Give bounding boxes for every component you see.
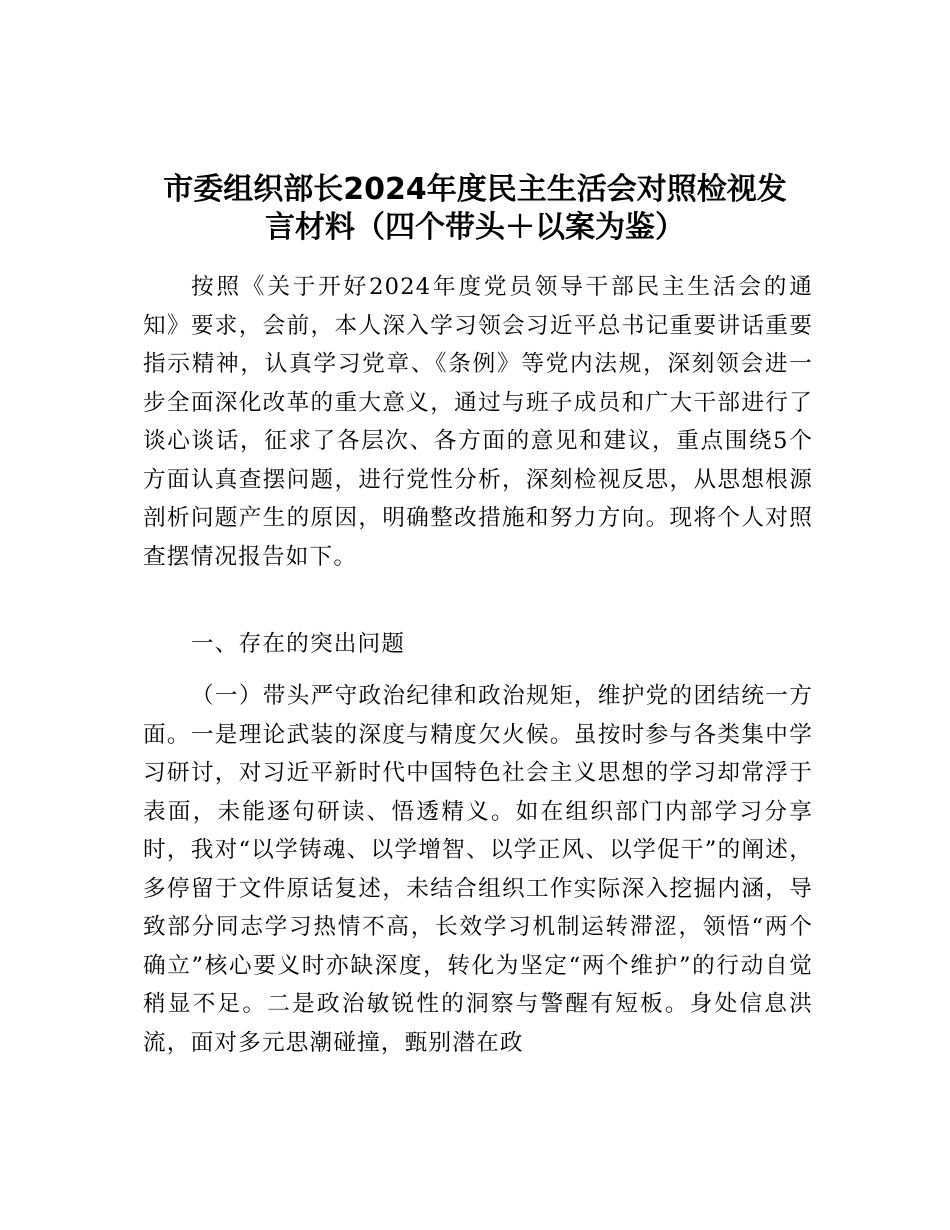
document-title-line-2: 言材料（四个带头＋以案为鉴） — [265, 210, 685, 245]
section-heading: 一、存在的突出问题 — [191, 631, 406, 657]
intro-paragraph: 按照《关于开好2024年度党员领导干部民主生活会的通知》要求，会前，本人深入学习领会习近平总书记重要讲话重要指示精神，认真学习党章、《条例》等党内法规，深刻领会进一步全面深化改革的重大意义，通过与班子成员和广大干部进行了谈心谈话，征求了各层次、各方面的意见和建议，重点围绕5个方面认真查摆问题，进行党性分析，深刻检视反思，从思想根源剖析问题产生的原因，明确整改措施和努力方向。现将个人对照查摆情况报告如下。 — [143, 274, 813, 570]
document-title-line-1: 市委组织部长2024年度民主生活会对照检视发 — [163, 172, 787, 207]
section-paragraph: （一）带头严守政治纪律和政治规矩，维护党的团结统一方面。一是理论武装的深度与精度欠火候。虽按时参与各类集中学习研讨，对习近平新时代中国特色社会主义思想的学习却常浮于表面，未能逐句研读、悟透精义。如在组织部门内部学习分享时，我对“以学铸魂、以学增智、以学正风、以学促干”的阐述，多停留于文件原话复述，未结合组织工作实际深入挖掘内涵，导致部分同志学习热情不高，长效学习机制运转滞涩，领悟“两个确立”核心要义时亦缺深度，转化为坚定“两个维护”的行动自觉稍显不足。二是政治敏锐性的洞察与警醒有短板。身处信息洪流，面对多元思潮碰撞，甄别潜在政 — [143, 683, 813, 1056]
